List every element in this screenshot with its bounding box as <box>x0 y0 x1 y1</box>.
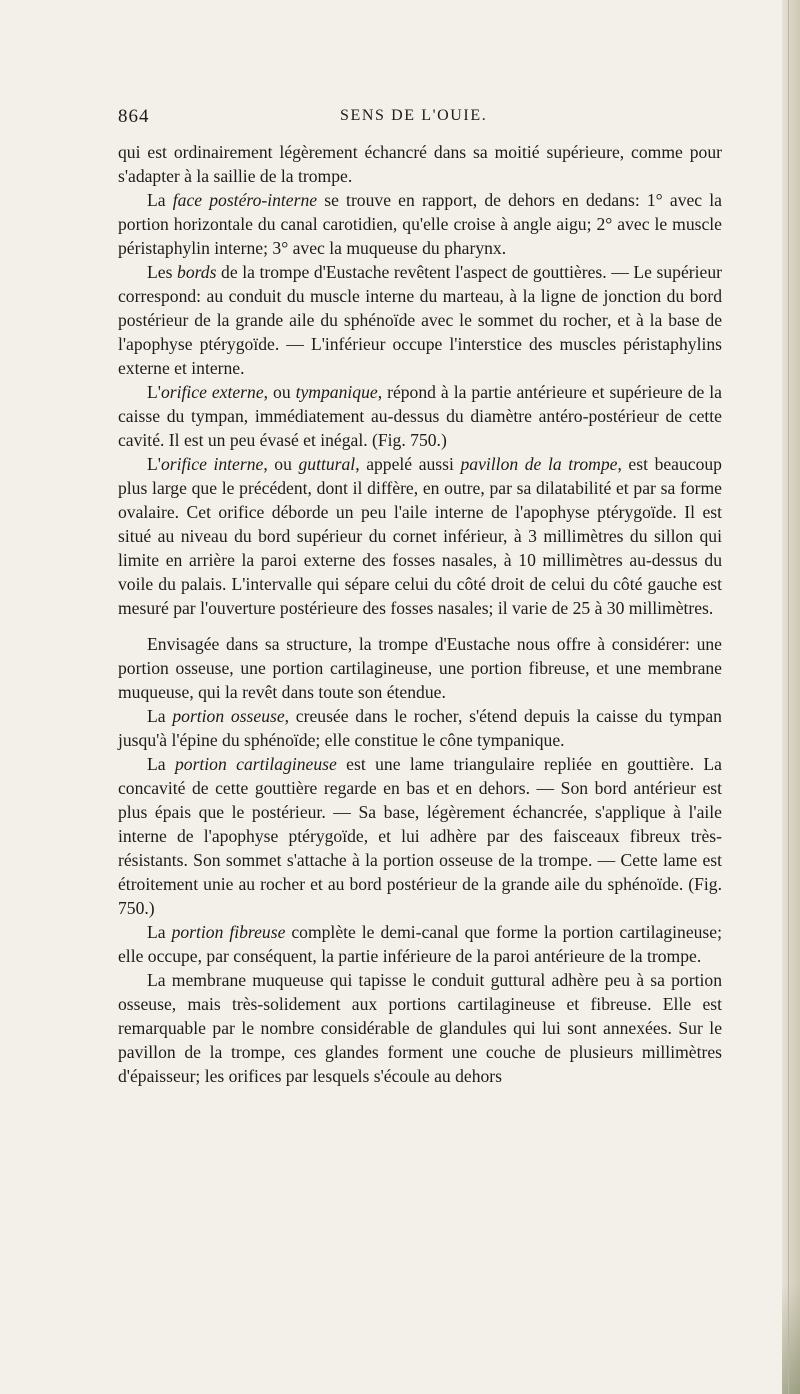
paragraph-rest: , est beaucoup plus large que le précédent, dont il diffère, en outre, par sa dilatabilité et par sa forme ovalaire. Cet orifice déborde un peu l'aile interne de l'apophyse ptérygoïde. Il est situé au niveau du bord supérieur du cornet inférieur, à 3 millimètres du sillon qui limite en arrière la paroi externe des fosses nasales, à 10 millimètres au-dessus du voile du palais. L'intervalle qui sépare celui du côté droit de celui du côté gauche est mesuré par l'ouverture postérieure des fosses nasales; il varie de 25 à 30 millimètres. <box>118 454 722 618</box>
paragraph-portion-fibreuse <box>118 920 722 968</box>
paragraph-structure: Envisagée dans sa structure, la trompe d'Eustache nous offre à considérer: une portion osseuse, une portion cartilagineuse, une portion fibreuse, et une membrane muqueuse, qui la revêt dans toute son étendue. <box>118 634 722 702</box>
paragraph-rest: se trouve en rapport, de dehors en dedans: 1° avec la portion horizontale du canal carotidien, qu'elle croise à angle aigu; 2° avec le muscle péristaphylin interne; 3° avec la muqueuse du pharynx. <box>118 190 722 258</box>
paragraph-rest: , creusée dans le rocher, s'étend depuis la caisse du tympan jusqu'à l'épine du sphénoïde; elle constitue le cône tympanique. <box>118 706 722 750</box>
paragraph-lead: La <box>147 706 173 726</box>
italic-term: guttural <box>298 454 356 474</box>
paragraph-continuation: qui est ordinairement légèrement échancré dans sa moitié supérieure, comme pour s'adapter à la saillie de la trompe. <box>118 142 722 186</box>
italic-term: orifice interne <box>160 454 264 474</box>
paragraph-face-postero-interne <box>118 188 722 260</box>
body-text <box>118 140 722 1088</box>
paragraph-lead: L' <box>147 454 161 474</box>
paragraph-orifice-interne <box>118 452 722 620</box>
paragraph-lead: La <box>147 922 172 942</box>
running-head: SENS DE L'OUIE. <box>340 107 488 124</box>
italic-term: bords <box>177 262 217 282</box>
paragraph-portion-cartilagineuse <box>118 752 722 920</box>
italic-term: orifice externe <box>160 382 264 402</box>
paragraph-rest: est une lame triangulaire repliée en gouttière. La concavité de cette gouttière regarde en bas et en dehors. — Son bord antérieur est plus épais que le postérieur. — Sa base, légèrement échancrée, s'applique à l'aile interne de l'apophyse ptérygoïde, et lui adhère par des faisceaux fibreux très-résistants. Son sommet s'attache à la portion osseuse de la trompe. — Cette lame est étroitement unie au rocher et au bord postérieur de la grande aile du sphénoïde. (Fig. 750.) <box>118 754 722 918</box>
italic-term: pavillon de la trompe <box>460 454 618 474</box>
page-edge <box>782 0 800 1394</box>
paragraph-lead: La <box>147 754 175 774</box>
italic-term: portion cartilagineuse <box>174 754 337 774</box>
paragraph-bords <box>118 260 722 380</box>
italic-term: tympanique <box>295 382 378 402</box>
paragraph-orifice-externe <box>118 380 722 452</box>
paragraph-mid: , appelé aussi <box>355 454 461 474</box>
paragraph-rest: , répond à la partie antérieure et supérieure de la caisse du tympan, immédiatement au-dessus du diamètre antéro-postérieur de cette cavité. Il est un peu évasé et inégal. (Fig. 750.) <box>118 382 722 450</box>
page-edge-shadow <box>782 1284 800 1394</box>
paragraph-rest: de la trompe d'Eustache revêtent l'aspect de gouttières. — Le supérieur correspond: au conduit du muscle interne du marteau, à la ligne de jonction du bord postérieur de la grande aile du sphénoïde avec le sommet du rocher, et à la base de l'apophyse ptérygoïde. — L'inférieur occupe l'interstice des muscles péristaphylins externe et interne. <box>118 262 722 378</box>
paragraph-portion-osseuse <box>118 704 722 752</box>
paragraph-lead: La <box>147 190 173 210</box>
paragraph-lead: L' <box>147 382 161 402</box>
page-header <box>118 106 718 134</box>
italic-term: portion fibreuse <box>171 922 286 942</box>
page-number: 864 <box>118 106 150 127</box>
paragraph-mid: , ou <box>263 454 299 474</box>
paragraph-membrane-muqueuse: La membrane muqueuse qui tapisse le conduit guttural adhère peu à sa portion osseuse, mais très-solidement aux portions cartilagineuse et fibreuse. Elle est remarquable par le nombre considérable de glandules qui lui sont annexées. Sur le pavillon de la trompe, ces glandes forment une couche de plusieurs millimètres d'épaisseur; les orifices par lesquels s'écoule au dehors <box>118 970 722 1086</box>
paragraph-rest: complète le demi-canal que forme la portion cartilagineuse; elle occupe, par conséquent, la partie inférieure de la paroi antérieure de la trompe. <box>118 922 722 966</box>
paragraph-mid: , ou <box>263 382 296 402</box>
paragraph-lead: Les <box>147 262 178 282</box>
italic-term: portion osseuse <box>172 706 285 726</box>
italic-term: face postéro-interne <box>172 190 318 210</box>
